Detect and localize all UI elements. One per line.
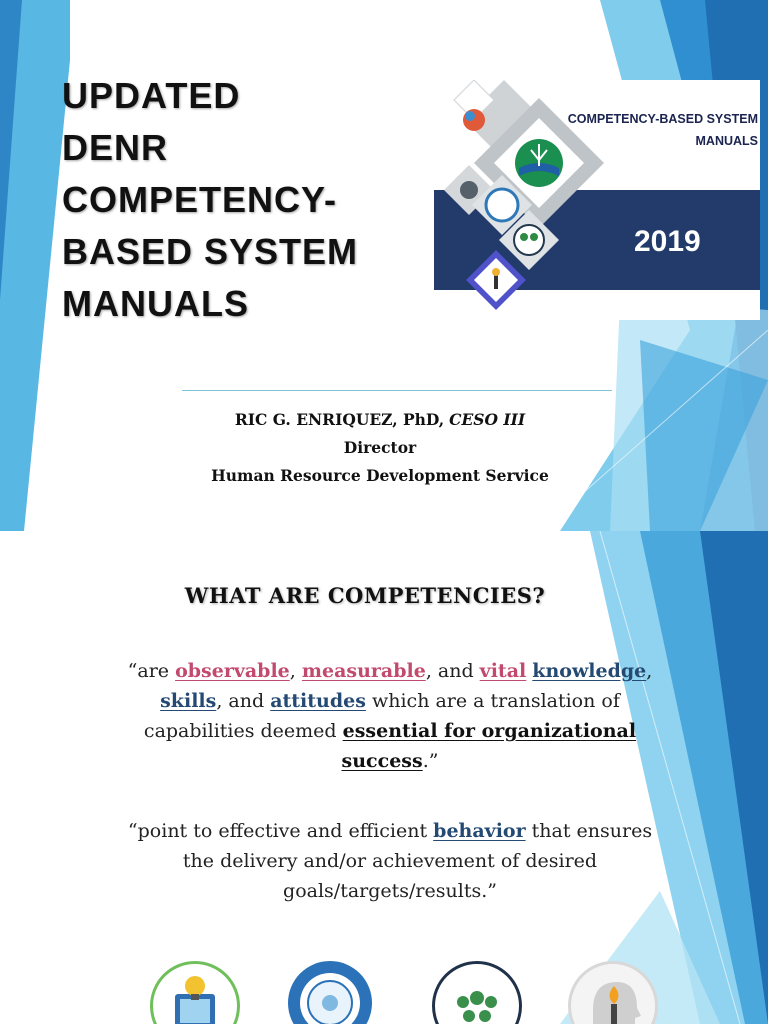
divider-line xyxy=(182,390,612,391)
section-heading: WHAT ARE COMPETENCIES? xyxy=(184,583,546,608)
quote-text: that ensures the delivery and/or achievement of desired goals/targets/results.” xyxy=(182,820,653,902)
quote-text: .” xyxy=(422,750,439,772)
quote-text: , and xyxy=(216,690,271,712)
keyword-essential: essential for organizational success xyxy=(341,720,637,772)
title-line: BASED SYSTEM xyxy=(62,231,359,272)
title-line: DENR xyxy=(62,127,169,168)
cover-heading-line: COMPETENCY-BASED SYSTEM xyxy=(567,112,758,126)
keyword-observable: observable xyxy=(175,660,290,682)
keyword-behavior: behavior xyxy=(433,820,526,842)
manual-cover-image xyxy=(434,80,760,320)
author-title: Director xyxy=(343,438,417,457)
title-line: UPDATED xyxy=(62,75,241,116)
keyword-vital: vital xyxy=(479,660,527,682)
quote-text: “point to effective and efficient xyxy=(127,820,434,842)
quote-text: , xyxy=(289,660,302,682)
keyword-skills: skills xyxy=(160,690,217,712)
quote-text: which are a translation of capabilities deemed xyxy=(143,690,620,742)
cover-heading-line: MANUALS xyxy=(695,134,758,148)
quote-definition xyxy=(110,656,670,776)
author-name: RIC G. ENRIQUEZ, PhD, xyxy=(234,410,445,429)
keyword-measurable: measurable xyxy=(301,660,426,682)
author-block xyxy=(150,406,610,490)
author-office: Human Resource Development Service xyxy=(211,466,549,485)
author-rank: CESO III xyxy=(449,410,526,429)
cover-heading xyxy=(546,108,760,152)
quote-text: “are xyxy=(127,660,176,682)
quote-behavior xyxy=(110,816,670,906)
slide-competencies xyxy=(0,531,768,1024)
quote-text: , and xyxy=(425,660,480,682)
cover-year: 2019 xyxy=(634,225,701,258)
presentation-title xyxy=(62,70,422,330)
keyword-knowledge: knowledge xyxy=(532,660,647,682)
keyword-attitudes: attitudes xyxy=(270,690,366,712)
quote-text: , xyxy=(646,660,653,682)
title-line: MANUALS xyxy=(62,283,249,324)
title-line: COMPETENCY- xyxy=(62,179,338,220)
